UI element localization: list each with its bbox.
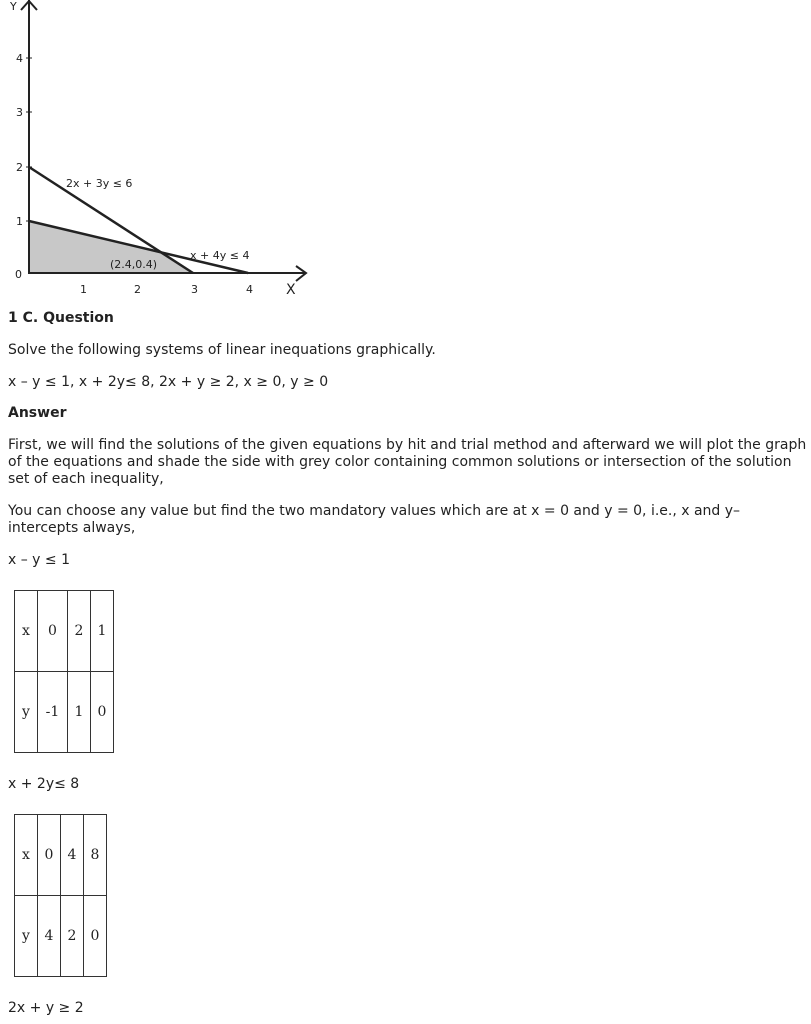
table-row-y	[15, 896, 107, 977]
inequality-graph	[0, 0, 330, 300]
table-cell: 8	[84, 815, 107, 896]
inequality-2: x + 2y≤ 8	[8, 776, 80, 792]
line2-label: x + 4y ≤ 4	[190, 249, 250, 262]
y-axis-label: Y	[10, 0, 17, 13]
question-heading: 1 C. Question	[8, 310, 114, 326]
values-table-1	[14, 590, 114, 753]
table-cell: x	[15, 591, 38, 672]
x-tick-label-4: 4	[246, 283, 253, 296]
answer-paragraph-2: You can choose any value but find the two mandatory values which are at x = 0 and y = 0, i.e., x and y– intercepts always,	[8, 503, 741, 536]
x-tick-label-2: 2	[134, 283, 141, 296]
table-cell: 2	[61, 896, 84, 977]
values-table-2	[14, 814, 107, 977]
table-cell: 2	[68, 591, 91, 672]
table-row-y	[15, 672, 114, 753]
x-tick-label-1: 1	[80, 283, 87, 296]
table-cell: 0	[38, 591, 68, 672]
inequality-1: x – y ≤ 1	[8, 552, 71, 568]
table-cell: y	[15, 672, 38, 753]
table-cell: -1	[38, 672, 68, 753]
y-tick-label-4: 4	[16, 52, 23, 65]
table-cell: y	[15, 896, 38, 977]
table-cell: 0	[84, 896, 107, 977]
table-cell: x	[15, 815, 38, 896]
inequality-3: 2x + y ≥ 2	[8, 1000, 84, 1016]
inequation-system: x – y ≤ 1, x + 2y≤ 8, 2x + y ≥ 2, x ≥ 0, y ≥ 0	[8, 374, 329, 390]
table-cell: 4	[61, 815, 84, 896]
y-tick-label-1: 1	[16, 215, 23, 228]
table-cell: 1	[91, 591, 114, 672]
origin-label: 0	[15, 268, 22, 281]
table-cell: 4	[38, 896, 61, 977]
table-row-x	[15, 591, 114, 672]
table-row-x	[15, 815, 107, 896]
intersection-point-label: (2.4,0.4)	[110, 258, 158, 271]
y-tick-label-3: 3	[16, 106, 23, 119]
table-cell: 0	[38, 815, 61, 896]
question-prompt: Solve the following systems of linear inequations graphically.	[8, 342, 436, 358]
answer-heading: Answer	[8, 405, 67, 421]
table-cell: 0	[91, 672, 114, 753]
answer-paragraph-1: First, we will find the solutions of the given equations by hit and trial method and afterward we will plot the graph of the equations and shade the side with grey color containing common solutions or intersection of the solution set of each inequality,	[8, 437, 807, 487]
line1-label: 2x + 3y ≤ 6	[66, 177, 133, 190]
x-axis-label: X	[286, 282, 296, 298]
x-tick-label-3: 3	[191, 283, 198, 296]
y-tick-label-2: 2	[16, 161, 23, 174]
table-cell: 1	[68, 672, 91, 753]
